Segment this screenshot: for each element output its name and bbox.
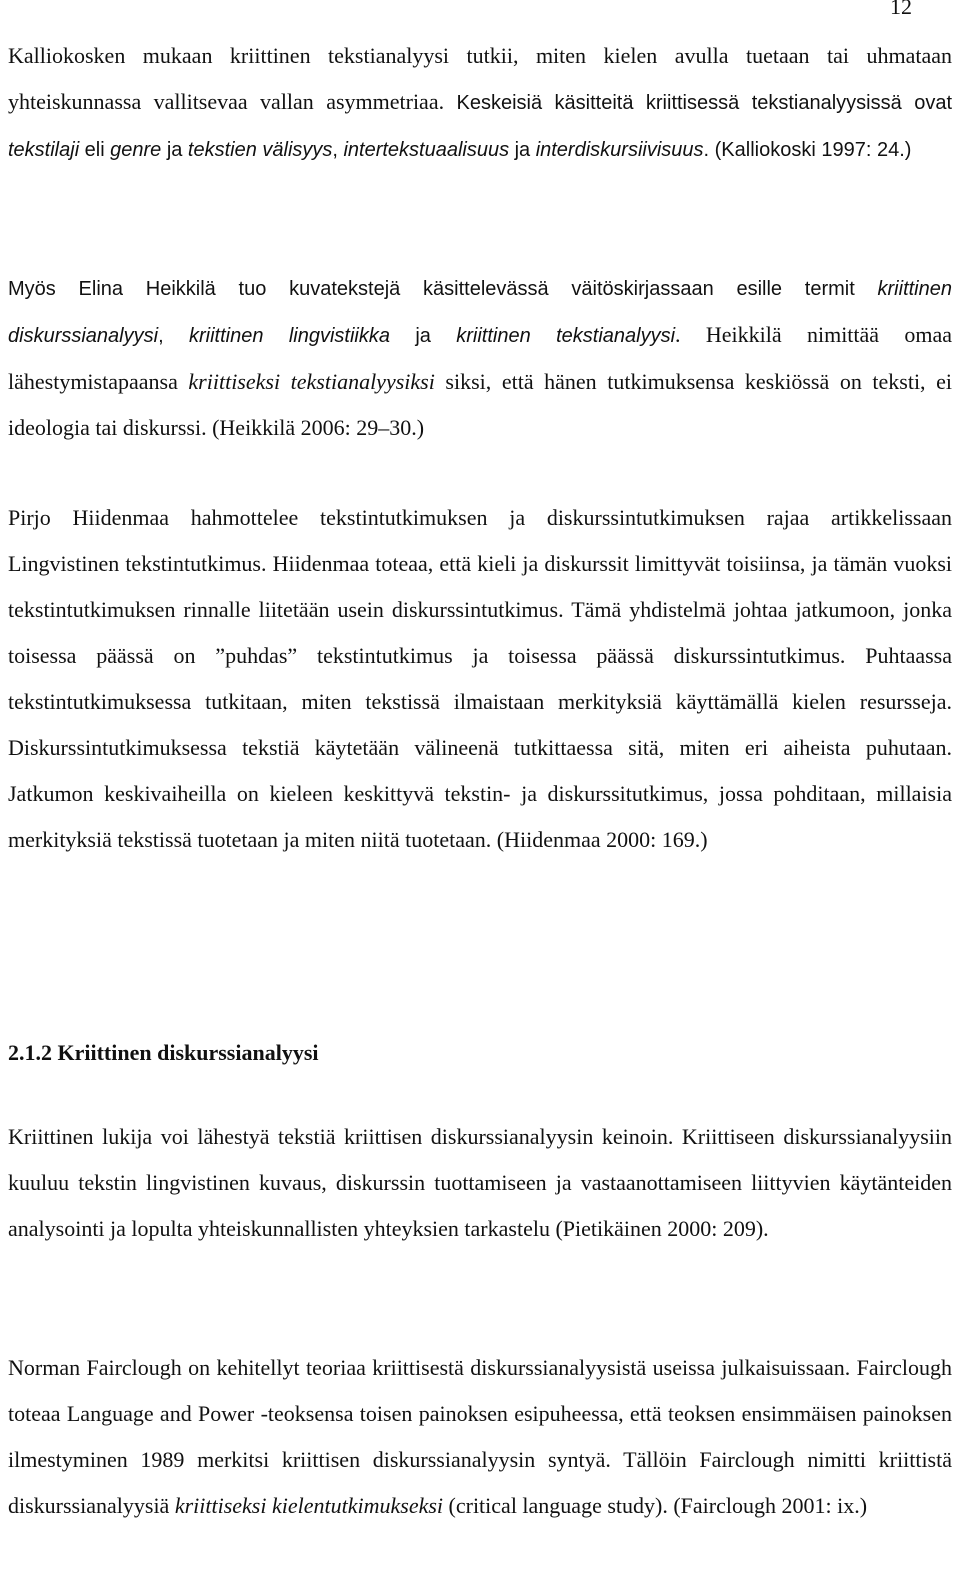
term-genre: genre — [110, 139, 162, 161]
p2-text-c: , — [158, 325, 164, 347]
p1-text-b: Keskeisiä käsitteitä kriittisessä tekstianalyysissä ovat — [456, 92, 952, 114]
term-kriittinen-diskurssianalyysi: kriittinen diskurssianalyysi — [8, 278, 952, 347]
p5-text-a: Norman Fairclough on kehitellyt teoriaa kriittisestä diskurssianalyysistä useissa julkaisuissaan. Fairclough toteaa Language and Power -teoksensa toisen painoksen esipuheessa, että teoksen ensimmäisen painoksen ilmestyminen 1989 merkitsi kriittisen diskurssianalyysin syntyä. Tällöin Fairclough nimitti kriittistä diskurssianalyysiä — [8, 1355, 952, 1518]
term-kriittinen-tekstianalyysi: kriittinen tekstianalyysi — [456, 325, 676, 347]
term-intertekstuaalisuus: intertekstuaalisuus — [343, 139, 510, 161]
section-heading: 2.1.2 Kriittinen diskurssianalyysi — [8, 1040, 319, 1065]
page-number: 12 — [890, 0, 912, 19]
paragraph-fairclough — [8, 1345, 952, 1529]
p2-text-a: Myös Elina Heikkilä tuo kuvatekstejä käsittelevässä väitöskirjassaan esille termit — [8, 278, 855, 300]
term-tekstien-valisyys: tekstien välisyys — [187, 139, 333, 161]
term-tekstilaji: tekstilaji — [8, 139, 80, 161]
p5-text-c: (critical language study). (Fairclough 2001: ix.) — [448, 1493, 868, 1518]
p1-text-h: , — [332, 139, 338, 161]
term-kriittinen-lingvistiikka: kriittinen lingvistiikka — [188, 325, 390, 347]
paragraph-heikkila — [8, 265, 952, 451]
p2-text-g: . Heikkilä nimittää omaa lähestymistapaansa — [8, 322, 953, 394]
p2-text-e: ja — [415, 325, 431, 347]
p1-text-f: ja — [166, 139, 183, 161]
p1-citation: . (Kalliokoski 1997: 24.) — [703, 139, 912, 161]
p2-text-i: siksi, että hänen tutkimuksensa keskiössä on teksti, ei ideologia tai diskurssi. (Heikkilä 2006: 29–30.) — [8, 369, 952, 440]
p1-text-a: Kalliokosken mukaan kriittinen tekstianalyysi tutkii, miten kielen avulla tuetaan tai uhmataan yhteiskunnassa vallitsevaa vallan asymmetriaa. — [8, 43, 952, 114]
p1-text-d: eli — [84, 139, 105, 161]
p1-text-j: ja — [514, 139, 531, 161]
paragraph-hiidenmaa: Pirjo Hiidenmaa hahmottelee tekstintutkimuksen ja diskurssintutkimuksen rajaa artikkelissaan Lingvistinen tekstintutkimus. Hiidenmaa toteaa, että kieli ja diskurssit limittyvät toisiinsa, ja tämän vuoksi tekstintutkimuksen rinnalle liitetään usein diskurssintutkimus. Tämä yhdistelmä johtaa jatkumoon, jonka toisessa päässä on ”puhdas” tekstintutkimus ja toisessa päässä diskurssintutkimus. Puhtaassa tekstintutkimuksessa tutkitaan, miten tekstissä ilmaistaan merkityksiä käyttämällä kielen resursseja. Diskurssintutkimuksessa tekstiä käytetään välineenä tutkittaessa sitä, miten eri aiheista puhutaan. Jatkumon keskivaiheilla on kieleen keskittyvä tekstin- ja diskurssitutkimus, jossa pohditaan, millaisia merkityksiä tekstissä tuotetaan ja miten niitä tuotetaan. (Hiidenmaa 2000: 169.) — [8, 505, 952, 852]
term-kriittiseksi-kielentutkimukseksi: kriittiseksi kielentutkimukseksi — [174, 1493, 444, 1518]
paragraph-kriittinen-lukija: Kriittinen lukija voi lähestyä tekstiä kriittisen diskurssianalyysin keinoin. Kriittiseen diskurssianalyysiin kuuluu tekstin lingvistinen kuvaus, diskurssin tuottamiseen ja vastaanottamiseen liittyvien käytänteiden analysointi ja lopulta yhteiskunnallisten yhteyksien tarkastelu (Pietikäinen 2000: 209). — [8, 1124, 952, 1241]
term-kriittiseksi-tekstianalyysiksi: kriittiseksi tekstianalyysiksi — [188, 369, 435, 394]
paragraph-kalliokoski — [8, 33, 952, 173]
term-interdiskursiivisuus: interdiskursiivisuus — [535, 139, 704, 161]
